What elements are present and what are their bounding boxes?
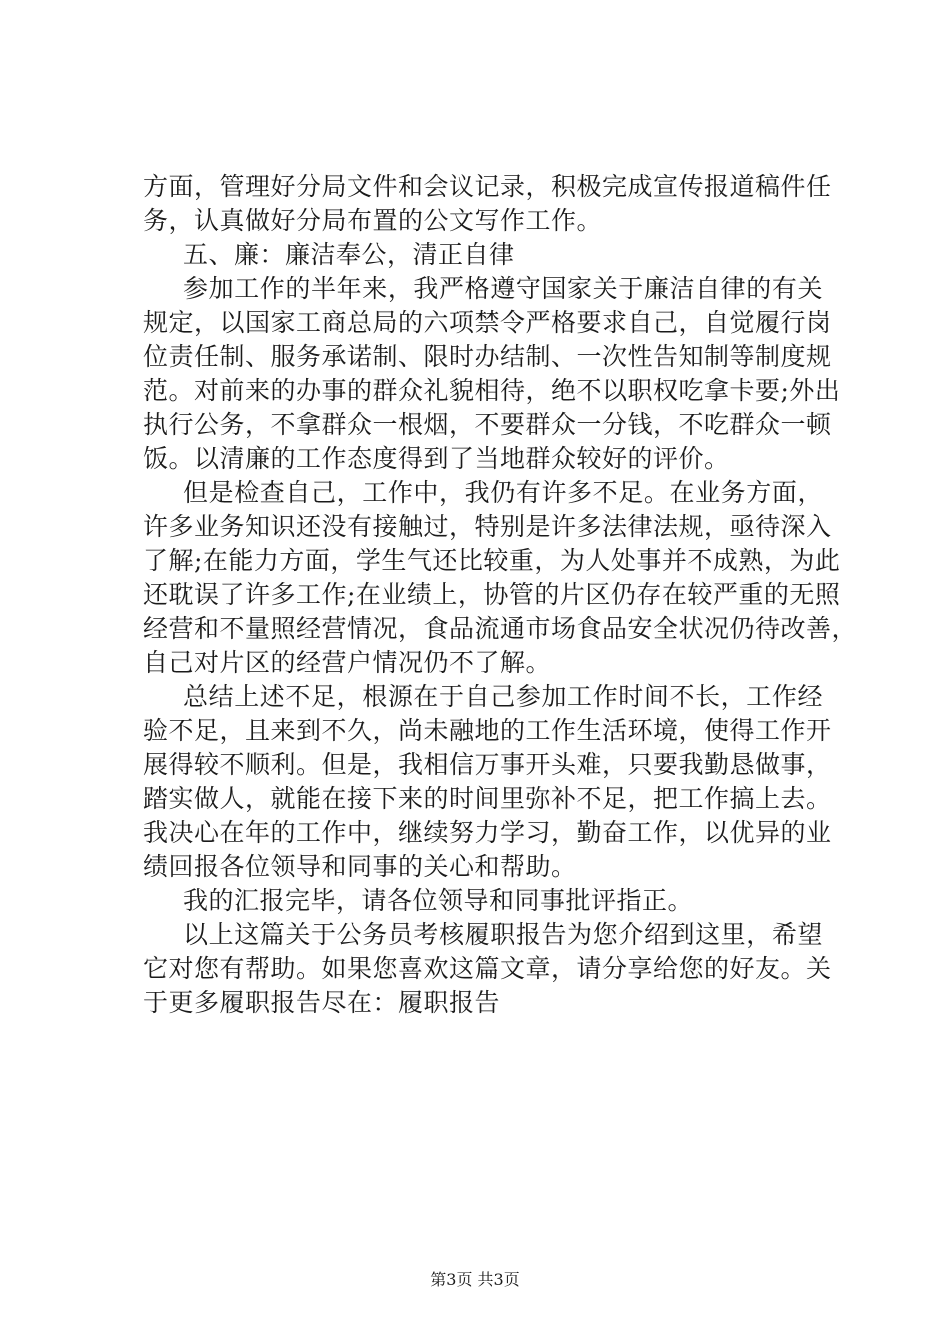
text-line: 参加工作的半年来，我严格遵守国家关于廉洁自律的有关 — [183, 274, 823, 303]
text-line: 它对您有帮助。如果您喜欢这篇文章，请分享给您的好友。关 — [143, 954, 832, 983]
text-line: 总结上述不足，根源在于自己参加工作时间不长，工作经 — [183, 682, 823, 711]
text-line: 许多业务知识还没有接触过，特别是许多法律法规，亟待深入 — [143, 512, 832, 541]
text-line: 自己对片区的经营户情况仍不了解。 — [143, 648, 552, 677]
text-line: 我的汇报完毕，请各位领导和同事批评指正。 — [183, 886, 694, 915]
text-line: 以上这篇关于公务员考核履职报告为您介绍到这里，希望 — [183, 920, 823, 949]
text-line: 经营和不量照经营情况，食品流通市场食品安全状况仍待改善， — [143, 614, 858, 643]
section-heading: 五、廉：廉洁奉公，清正自律 — [183, 240, 515, 269]
text-line: 了解;在能力方面，学生气还比较重，为人处事并不成熟，为此 — [143, 546, 841, 575]
page-number-footer: 第3页 共3页 — [430, 1270, 520, 1289]
text-line: 位责任制、服务承诺制、限时办结制、一次性告知制等制度规 — [143, 342, 832, 371]
text-line: 于更多履职报告尽在：履职报告 — [143, 988, 501, 1017]
text-line: 饭。以清廉的工作态度得到了当地群众较好的评价。 — [143, 444, 730, 473]
text-line: 我决心在年的工作中，继续努力学习，勤奋工作，以优异的业 — [143, 818, 832, 847]
text-line: 务，认真做好分局布置的公文写作工作。 — [143, 206, 603, 235]
text-line: 还耽误了许多工作;在业绩上，协管的片区仍存在较严重的无照 — [143, 580, 841, 609]
text-line: 规定，以国家工商总局的六项禁令严格要求自己，自觉履行岗 — [143, 308, 832, 337]
text-line: 范。对前来的办事的群众礼貌相待，绝不以职权吃拿卡要;外出 — [143, 376, 841, 405]
text-line: 方面，管理好分局文件和会议记录，积极完成宣传报道稿件任 — [143, 172, 832, 201]
text-line: 踏实做人，就能在接下来的时间里弥补不足，把工作搞上去。 — [143, 784, 832, 813]
body-text — [143, 170, 858, 1020]
text-line: 但是检查自己，工作中，我仍有许多不足。在业务方面， — [183, 478, 823, 507]
text-line: 绩回报各位领导和同事的关心和帮助。 — [143, 852, 577, 881]
text-line: 验不足，且来到不久，尚未融地的工作生活环境，使得工作开 — [143, 716, 832, 745]
text-line: 执行公务，不拿群众一根烟，不要群众一分钱，不吃群众一顿 — [143, 410, 832, 439]
text-line: 展得较不顺利。但是，我相信万事开头难，只要我勤恳做事， — [143, 750, 832, 779]
